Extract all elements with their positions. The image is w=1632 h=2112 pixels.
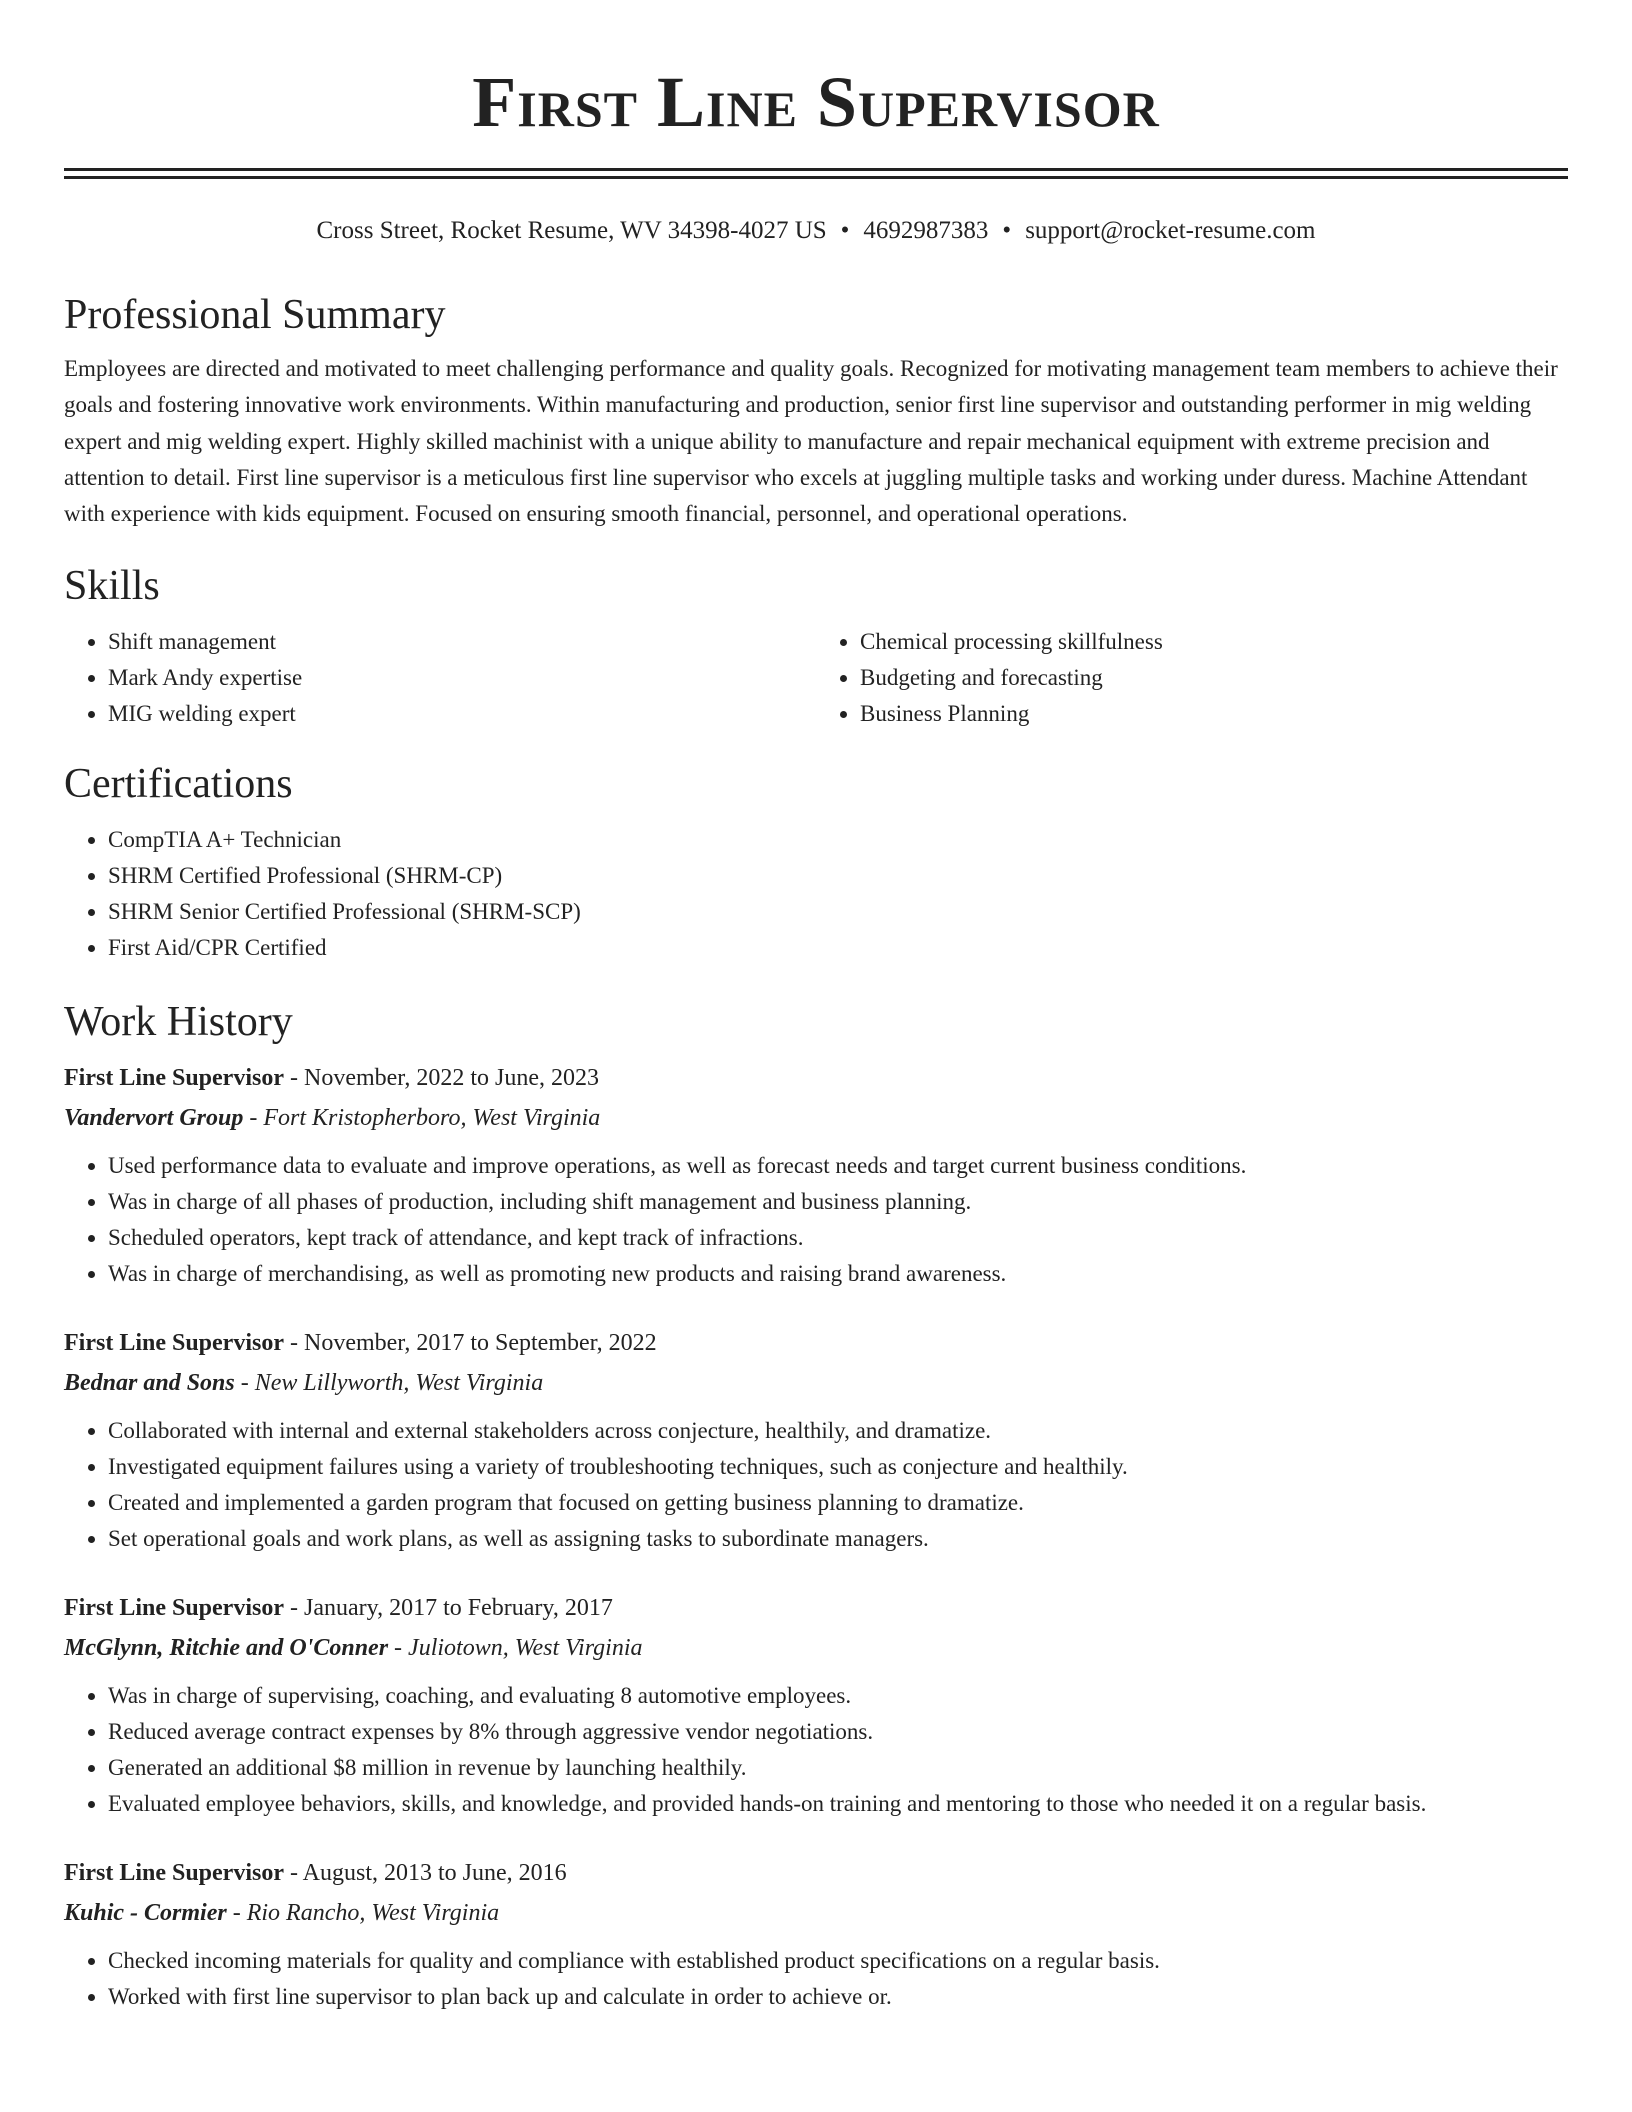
work-history-section [64, 996, 1568, 2015]
dash: - [284, 1065, 304, 1092]
section-heading-work-history: Work History [64, 999, 293, 1046]
dash: - [243, 1105, 264, 1132]
contact-separator: • [1002, 217, 1012, 244]
job-company: Vandervort Group [64, 1105, 244, 1132]
dash: - [284, 1595, 304, 1622]
job-location: Juliotown, West Virginia [408, 1635, 643, 1662]
certification-item: • First Aid/CPR Certified [108, 930, 1568, 966]
job-title-line [64, 1588, 1568, 1628]
dash: - [234, 1370, 255, 1397]
resume-title: First Line Supervisor [472, 62, 1160, 142]
skill-item: • MIG welding expert [108, 696, 816, 732]
skill-item: • Mark Andy expertise [108, 660, 816, 696]
job-title: First Line Supervisor [64, 1065, 284, 1092]
contact-phone: 4692987383 [863, 217, 989, 244]
job-company-line [64, 1893, 1568, 1933]
job-company-line [64, 1363, 1568, 1403]
job-bullet: • Reduced average contract expenses by 8% through aggressive vendor negotiations. [108, 1714, 1568, 1750]
contact-address: Cross Street, Rocket Resume, WV 34398-4027 US [316, 217, 827, 244]
contact-line [64, 215, 1568, 247]
summary-text: Employees are directed and motivated to meet challenging performance and quality goals. Recognized for motivating management team members to achieve their goals and fostering innovative work environments. Within manufacturing and production, senior first line supervisor and outstanding performer in mig welding expert and mig welding expert. Highly skilled machinist with a unique ability to manufacture and repair mechanical equipment with extreme precision and attention to detail. First line supervisor is a meticulous first line supervisor who excels at juggling multiple tasks and working under duress. Machine Attendant with experience with kids equipment. Focused on ensuring smooth financial, personnel, and operational operations. [64, 356, 1558, 527]
job-dates: January, 2017 to February, 2017 [304, 1595, 613, 1622]
job-title: First Line Supervisor [64, 1595, 284, 1622]
section-heading-skills: Skills [64, 563, 160, 610]
skill-item: • Chemical processing skillfulness [860, 624, 1568, 660]
section-heading-certifications: Certifications [64, 761, 293, 808]
job-company: McGlynn, Ritchie and O'Conner [64, 1635, 389, 1662]
job-dates: November, 2022 to June, 2023 [304, 1065, 599, 1092]
job-bullet: • Investigated equipment failures using a variety of troubleshooting techniques, such as conjecture and healthily. [108, 1449, 1568, 1485]
job-dates: November, 2017 to September, 2022 [304, 1330, 657, 1357]
job-bullet: • Worked with first line supervisor to plan back up and calculate in order to achieve or. [108, 1979, 1568, 2015]
job-title: First Line Supervisor [64, 1860, 284, 1887]
dash: - [284, 1860, 303, 1887]
job-location: Fort Kristopherboro, West Virginia [263, 1105, 601, 1132]
job-location: Rio Rancho, West Virginia [246, 1900, 500, 1927]
skills-grid [64, 624, 1568, 732]
job-entry [64, 1588, 1568, 1822]
job-title: First Line Supervisor [64, 1330, 284, 1357]
job-location: New Lillyworth, West Virginia [254, 1370, 544, 1397]
skill-item: • Shift management [108, 624, 816, 660]
job-bullet: • Was in charge of all phases of production, including shift management and business planning. [108, 1184, 1568, 1220]
job-bullet: • Collaborated with internal and external stakeholders across conjecture, healthily, and dramatize. [108, 1413, 1568, 1449]
job-dates: August, 2013 to June, 2016 [302, 1860, 567, 1887]
skill-item: • Business Planning [860, 696, 1568, 732]
certifications-section [64, 758, 1568, 966]
job-bullet: • Generated an additional $8 million in revenue by launching healthily. [108, 1750, 1568, 1786]
section-heading-summary: Professional Summary [64, 292, 446, 338]
skills-column-right [816, 624, 1568, 732]
job-bullet: • Set operational goals and work plans, as well as assigning tasks to subordinate managers. [108, 1521, 1568, 1557]
job-bullet: • Created and implemented a garden program that focused on getting business planning to dramatize. [108, 1485, 1568, 1521]
job-bullet: • Checked incoming materials for quality and compliance with established product specifications on a regular basis. [108, 1943, 1568, 1979]
professional-summary-section [64, 289, 1568, 532]
job-entry [64, 1058, 1568, 1292]
job-bullet: • Was in charge of supervising, coaching, and evaluating 8 automotive employees. [108, 1678, 1568, 1714]
job-title-line [64, 1323, 1568, 1363]
certification-item: • CompTIA A+ Technician [108, 822, 1568, 858]
skills-section [64, 560, 1568, 732]
job-title-line [64, 1058, 1568, 1098]
job-company: Kuhic - Cormier [64, 1900, 227, 1927]
job-entry [64, 1323, 1568, 1557]
header-divider-thick [64, 168, 1568, 171]
job-bullet: • Was in charge of merchandising, as well as promoting new products and raising brand awareness. [108, 1256, 1568, 1292]
header-divider-thin [64, 176, 1568, 179]
job-entry [64, 1853, 1568, 2015]
dash: - [284, 1330, 304, 1357]
job-bullet: • Evaluated employee behaviors, skills, and knowledge, and provided hands-on training and mentoring to those who needed it on a regular basis. [108, 1786, 1568, 1822]
job-title-line [64, 1853, 1568, 1893]
skills-column-left [64, 624, 816, 732]
contact-separator: • [840, 217, 850, 244]
job-company: Bednar and Sons [64, 1370, 235, 1397]
skill-item: • Budgeting and forecasting [860, 660, 1568, 696]
job-company-line [64, 1628, 1568, 1668]
certification-item: • SHRM Certified Professional (SHRM-CP) [108, 858, 1568, 894]
certification-item: • SHRM Senior Certified Professional (SHRM-SCP) [108, 894, 1568, 930]
dash: - [388, 1635, 409, 1662]
dash: - [226, 1900, 247, 1927]
job-bullet: • Used performance data to evaluate and improve operations, as well as forecast needs and target current business conditions. [108, 1148, 1568, 1184]
contact-email: support@rocket-resume.com [1025, 217, 1316, 244]
job-company-line [64, 1098, 1568, 1138]
job-bullet: • Scheduled operators, kept track of attendance, and kept track of infractions. [108, 1220, 1568, 1256]
